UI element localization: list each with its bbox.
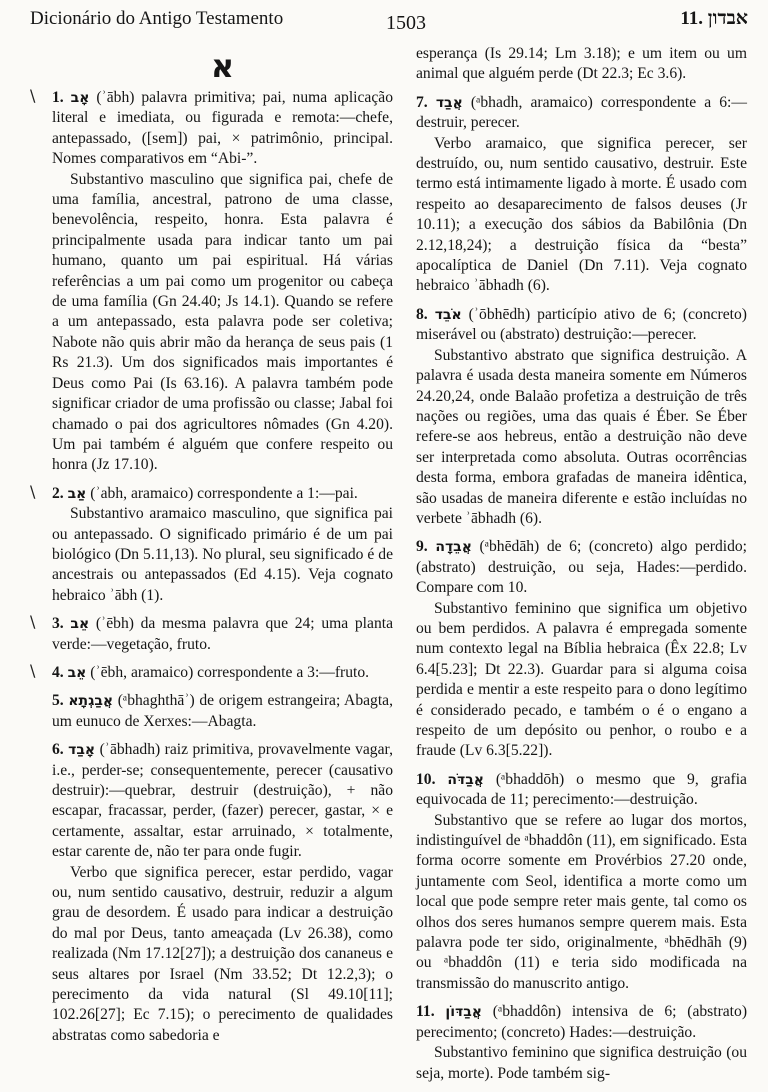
entry-paragraph: Verbo que significa perecer, estar perdido, vagar ou, num sentido causativo, destruir, reduzir a algum grau de desordem. É usado para indicar a destruição do mal por Deus, tanto ameaçada (Lv 26.38), como realizada (Nm 17.12[27]); a destruição dos cananeus e seus altares por Israel (Nm 33.52; Dt 12.2,3); o perecimento da vida natural (Sl 49.10[11]; 102.26[27]; Ec 7.15); o perecimento de qualidades abstratas como sabedoria e bbox=[52, 863, 393, 1044]
entry-definition bbox=[52, 484, 393, 504]
entry-number: 7. bbox=[416, 93, 428, 111]
entry-definition bbox=[416, 44, 747, 85]
entry-definition bbox=[52, 663, 393, 683]
margin-mark: \ bbox=[30, 481, 36, 501]
definition-text: (ᵃbhaddôn) intensiva de 6; (abstrato) perecimento; (concreto) Hades:—destruição. bbox=[416, 1003, 748, 1041]
entry-definition bbox=[416, 1002, 747, 1043]
definition-text: (ʾābhadh) raiz primitiva, provavelmente vagar, i.e., perder-se; consequentemente, perecer (causativo destruir):—quebrar, destruir (destruição), + não escapar, fracassar, perder, (fazer) perecer, gastar, × e certamente, assaltar, estar arruinado, × totalmente, estar carente de, não ter para onde fugir. bbox=[52, 741, 393, 861]
running-head-entry: 11. אבדון bbox=[680, 8, 748, 29]
definition-text: (ᵃbhaghthāʾ) de origem estrangeira; Abagta, um eunuco de Xerxes:—Abagta. bbox=[52, 692, 393, 730]
hebrew-headword: אָב bbox=[70, 90, 90, 106]
entry-definition bbox=[52, 740, 393, 862]
entry-number: 1. bbox=[52, 89, 64, 106]
dictionary-entry bbox=[416, 93, 747, 297]
entry-number: 2. bbox=[52, 484, 64, 502]
definition-text: (ʾōbhēdh) particípio ativo de 6; (concreto) miserável ou (abstrato) destruição:—perecer. bbox=[416, 305, 747, 344]
definition-text: (ᵃbhadh, aramaico) correspondente a 6:—destruir, perecer. bbox=[416, 93, 747, 132]
dictionary-entry bbox=[416, 1002, 747, 1084]
entry-definition bbox=[416, 537, 747, 598]
entry-definition bbox=[416, 305, 747, 346]
dictionary-entry bbox=[30, 481, 393, 606]
definition-text: (ᵃbhaddōh) o mesmo que 9, grafia equivocada de 11; perecimento:—destruição. bbox=[416, 770, 747, 809]
definition-text: (ʾēbh) da mesma palavra que 24; uma planta verde:—vegetação, fruto. bbox=[52, 615, 393, 653]
dictionary-entry bbox=[416, 770, 747, 994]
dictionary-entry bbox=[30, 612, 393, 655]
entry-paragraph: Substantivo aramaico masculino, que significa pai ou antepassado. O significado primário é de um pai biológico (Dn 5.11,13). No plural, seu significado é de ancestrais ou antepassados (Ed 4.15). Veja cognato hebraico ʾābh (1). bbox=[52, 505, 393, 604]
entry-definition bbox=[52, 88, 393, 170]
definition-text: (ʾabh, aramaico) correspondente a 1:—pai. bbox=[90, 484, 358, 502]
definition-text: (ʾēbh, aramaico) correspondente a 3:—fruto. bbox=[90, 663, 370, 681]
hebrew-headword: אֲבַגְתָא bbox=[68, 693, 114, 710]
entry-paragraph: Verbo aramaico, que significa perecer, ser destruído, ou, num sentido causativo, destruir. Este termo está intimamente ligado à morte. É usado com respeito ao desaparecimento de falsos deuses (Jr 10.11); a execução dos sábios da Babilônia (Dn 2.12,18,24); a destruição física da “besta” apocalíptica de Daniel (Dn 7.11). Veja cognato hebraico ʾābhadh (6). bbox=[416, 134, 747, 295]
hebrew-headword: אַב bbox=[67, 485, 87, 502]
entry-definition bbox=[416, 770, 747, 811]
dictionary-entry bbox=[416, 44, 747, 85]
margin-mark: \ bbox=[30, 660, 36, 680]
hebrew-headword: אָבַד bbox=[68, 742, 96, 759]
hebrew-headword: אֵב bbox=[70, 616, 90, 633]
margin-mark: \ bbox=[30, 86, 36, 105]
dictionary-entry bbox=[30, 660, 393, 683]
right-column bbox=[416, 44, 747, 1092]
entry-paragraph: Substantivo que se refere ao lugar dos mortos, indistinguível de ᵃbhaddôn (11), em significado. Esta forma ocorre somente em Provérbios 27.20 onde, juntamente com Seol, identifica a morte como um local que pode sempre reter mais gente, tal como os olhos dos seres humanos sempre querem mais. Esta palavra pode ter sido, originalmente, ᵃbhēdhāh (9) ou ᵃbhaddôn (11) e teria sido modificada na transmissão do manuscrito antigo. bbox=[416, 811, 747, 992]
entry-number: 9. bbox=[416, 538, 428, 556]
definition-text: (ᵃbhēdāh) de 6; (concreto) algo perdido; (abstrato) destruição, ou seja, Hades:—perdido. Compare com 10. bbox=[416, 538, 748, 597]
entry-number: 8. bbox=[416, 305, 428, 323]
entry-paragraph: Substantivo abstrato que significa destruição. A palavra é usada desta maneira somente em Números 24.20,24, onde Balaão profetiza a destruição de três nações ou regiões, uma das quais é Éber. Se Éber refere-se aos hebreus, então a destruição não deve ser interpretada como absoluta. Outras ocorrências desta forma, embora grafadas de maneira idêntica, são usadas de maneira diferente e estão incluídas no verbete ʾābhadh (6). bbox=[416, 346, 747, 527]
entry-definition bbox=[52, 614, 393, 655]
dictionary-entry bbox=[416, 305, 747, 529]
dictionary-entry bbox=[52, 740, 393, 1046]
dictionary-entry bbox=[416, 537, 747, 761]
entry-number: 6. bbox=[52, 741, 64, 759]
definition-text: (ʾābh) palavra primitiva; pai, numa aplicação literal e imediata, ou figurada e remota:—chefe, antepassado, ([sem]) pai, × patrimônio, principal. Nomes comparativos em “Abi-”. bbox=[52, 89, 393, 168]
dictionary-entry bbox=[30, 86, 393, 476]
hebrew-headword: אֲבַדֹּה bbox=[447, 771, 484, 788]
entry-paragraph: Substantivo feminino que significa um objetivo ou bem perdidos. A palavra é empregada somente num contexto legal na Bíblia hebraica (Êx 22.8; Lv 6.4[5.23]; Dt 22.3). Guardar para si alguma coisa perdida e mentir a este respeito para o dono legítimo é considerado pecado, e também o é o engano a respeito de um depósito ou penhor, o roubo e a fraude (Lv 6.3[5.22]). bbox=[416, 599, 747, 760]
section-letter: א bbox=[210, 47, 235, 85]
book-title: Dicionário do Antigo Testamento bbox=[30, 8, 284, 29]
hebrew-headword: אֹבֵד bbox=[434, 306, 462, 323]
entry-number: 10. bbox=[416, 770, 436, 788]
hebrew-headword: אֵב bbox=[67, 664, 87, 681]
entry-paragraph: Substantivo masculino que significa pai, chefe de uma família, ancestral, patrono de uma classe, benevolência, respeito, honra. Esta palavra é principalmente usada para indicar tanto um pai humano, quanto um pai espiritual. Há várias referências a um pai como um progenitor ou cabeça de uma família (Gn 24.40; Js 14.1). Quando se refere a um antepassado, esta palavra pode ser coletiva; Nabote não quis abrir mão da herança de seus pais (1 Rs 21.3). Um dos significados mais importantes é Deus como Pai (Is 63.16). A palavra também pode significar criador de uma profissão ou classe; Jabal foi chamado o pai dos agricultores nômades (Gn 4.20). Um pai também é alguém que confere respeito ou honra (Jz 17.10). bbox=[52, 170, 393, 474]
dictionary-entry bbox=[52, 691, 393, 732]
entry-definition bbox=[52, 691, 393, 732]
entry-definition bbox=[416, 93, 747, 134]
entry-paragraph: Substantivo feminino que significa destruição (ou seja, morte). Pode também sig- bbox=[416, 1044, 747, 1082]
hebrew-headword: אֲבַדּוֹן bbox=[445, 1004, 482, 1021]
left-column bbox=[30, 44, 393, 1054]
hebrew-headword: אֲבַד bbox=[435, 94, 463, 111]
entry-number: 3. bbox=[52, 615, 64, 633]
page-number: 1503 bbox=[386, 12, 426, 34]
margin-mark: \ bbox=[30, 612, 36, 632]
hebrew-headword: אֲבֵדָה bbox=[435, 539, 472, 556]
entry-number: 5. bbox=[52, 692, 64, 710]
definition-text: esperança (Is 29.14; Lm 3.18); e um item ou um animal que alguém perde (Dt 22.3; Ec 3.6). bbox=[416, 45, 747, 83]
page-header bbox=[30, 8, 748, 38]
entry-number: 4. bbox=[52, 663, 64, 681]
entry-number: 11. bbox=[416, 1003, 435, 1021]
